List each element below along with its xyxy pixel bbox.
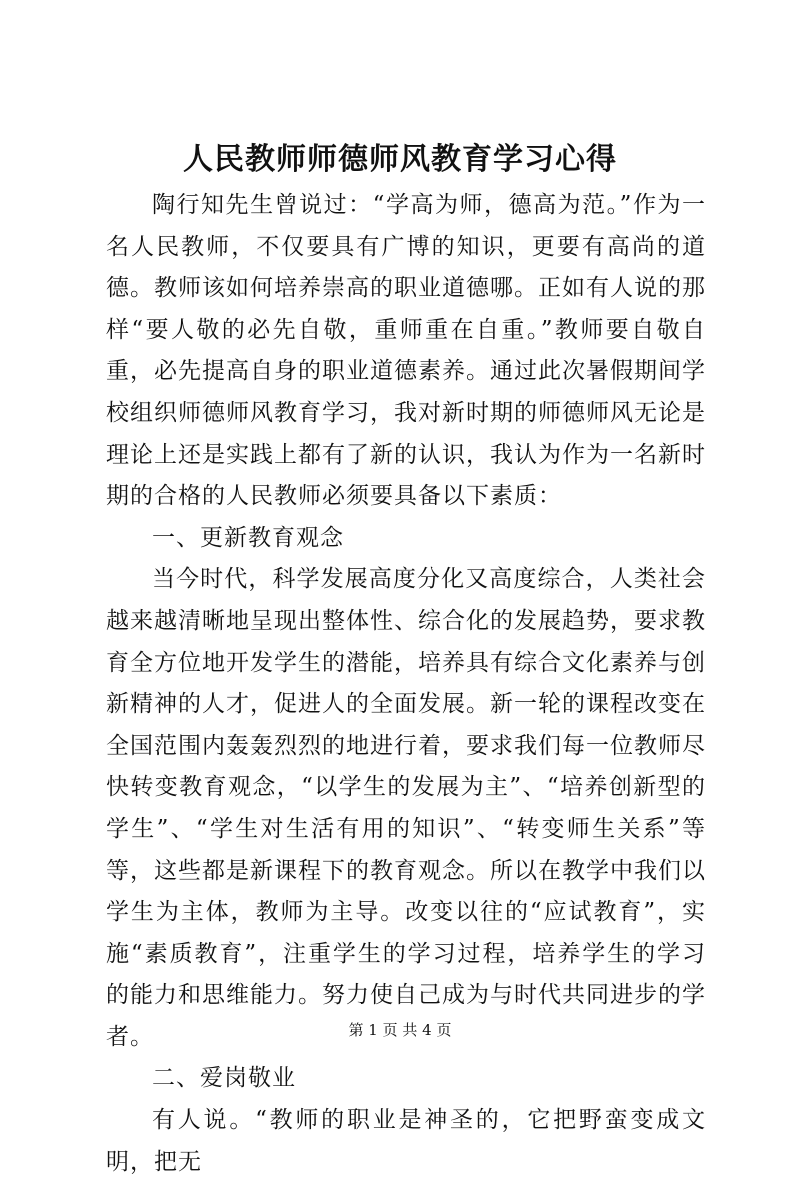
section-heading-2: 二、爱岗敬业 (152, 1065, 296, 1092)
page-footer: 第 1 页 共 4 页 (348, 1021, 452, 1039)
paragraph-section-2: 有人说。“教师的职业是神圣的，它把野蛮变成文明，把无 (106, 1107, 706, 1175)
document-title: 人民教师师德师风教育学习心得 (183, 142, 617, 177)
section-heading-1: 一、更新教育观念 (152, 524, 344, 551)
paragraph-intro: 陶行知先生曾说过：“学高为师，德高为范。”作为一名人民教师，不仅要具有广博的知识，更要有高尚的道德。教师该如何培养崇高的职业道德哪。正如有人说的那样“要人敬的必先自敬，重师重在自重。”教师要自敬自重，必先提高自身的职业道德素养。通过此次暑假期间学校组织师德师风教育学习，我对新时期的师德师风无论是理论上还是实践上都有了新的认识，我认为作为一名新时期的合格的人民教师必须要具备以下素质： (106, 192, 706, 510)
paragraph-section-1: 当今时代，科学发展高度分化又高度综合，人类社会越来越清晰地呈现出整体性、综合化的发展趋势，要求教育全方位地开发学生的潜能，培养具有综合文化素养与创新精神的人才，促进人的全面发展。新一轮的课程改变在全国范围内轰轰烈烈的地进行着，要求我们每一位教师尽快转变教育观念，“以学生的发展为主”、“培养创新型的学生”、“学生对生活有用的知识”、“转变师生关系”等等，这些都是新课程下的教育观念。所以在教学中我们以学生为主体，教师为主导。改变以往的“应试教育”，实施“素质教育”，注重学生的学习过程，培养学生的学习的能力和思维能力。努力使自己成为与时代共同进步的学者。 (106, 566, 706, 1050)
